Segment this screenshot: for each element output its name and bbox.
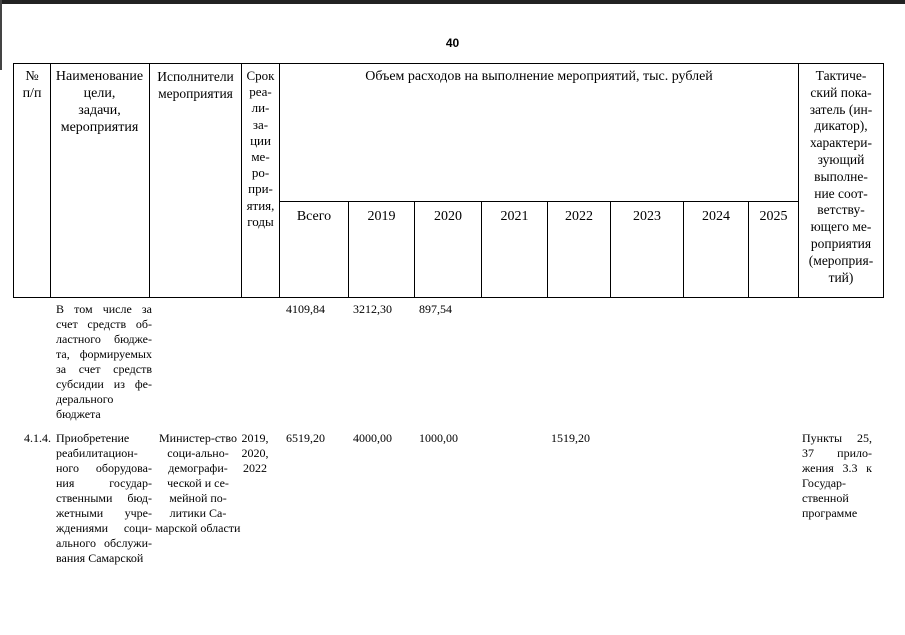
column-divider: [279, 63, 280, 298]
header-year-2023: 2023: [633, 209, 661, 224]
row-indicator: Пункты 25, 37 прило-жения 3.3 к Государ-ственной программе: [802, 431, 872, 520]
header-bottom-border: [13, 297, 884, 298]
header-year-total: Всего: [296, 209, 332, 224]
row-term: 2019, 2020, 2022: [241, 431, 269, 475]
scan-edge-left: [0, 0, 2, 70]
header-year-2022: 2022: [565, 209, 593, 224]
table-top-border: [13, 63, 884, 64]
row-number: 4.1.4.: [24, 431, 51, 445]
header-executors: Исполнители мероприятия: [157, 69, 234, 101]
row-value-2019: 3212,30: [353, 302, 392, 316]
row-value-total: 4109,84: [286, 302, 325, 316]
row-value-2019: 4000,00: [353, 431, 392, 445]
header-indicator: Тактиче- ский пока- затель (ин- дикатор), характери- зующий выполне- ние соот- ветству- ющего ме- роприятия (мероприя- тий): [808, 68, 874, 285]
row-name: В том числе за счет средств об-ластного бюдже-та, формируемых за счет средств субсидии из фе-дерального бюджета: [56, 302, 152, 421]
header-year-2019: 2019: [367, 209, 396, 224]
header-term: Срок реа- ли- за- ции ме- ро- при- ятия, годы: [246, 68, 275, 229]
row-value-total: 6519,20: [286, 431, 325, 445]
header-year-2020: 2020: [434, 209, 462, 224]
header-year-2025: 2025: [759, 209, 788, 224]
header-name: Наименование цели, задачи, мероприятия: [55, 69, 144, 135]
header-expenses-title: Объем расходов на выполнение мероприятий, тыс. рублей: [365, 69, 713, 84]
table-right-border: [883, 63, 884, 298]
row-value-2022: 1519,20: [551, 431, 590, 445]
header-year-2024: 2024: [702, 209, 730, 224]
row-name: Приобретение реабилитацион-ного оборудова-ния государ-ственными бюд-жетными учре-ждениями соци-ального обслужи-вания Самарской: [56, 431, 152, 565]
year-header-divider: [279, 201, 798, 202]
row-executor: Министер-ство соци-ально-демографи-ческой и се-мейной по-литики Са-марской области: [155, 431, 241, 535]
row-value-2020: 1000,00: [419, 431, 458, 445]
row-value-2020: 897,54: [419, 302, 452, 316]
header-year-2021: 2021: [500, 209, 529, 224]
scan-edge-top: [0, 0, 905, 4]
page-number: 40: [445, 36, 460, 50]
header-num: № п/п: [22, 69, 42, 101]
